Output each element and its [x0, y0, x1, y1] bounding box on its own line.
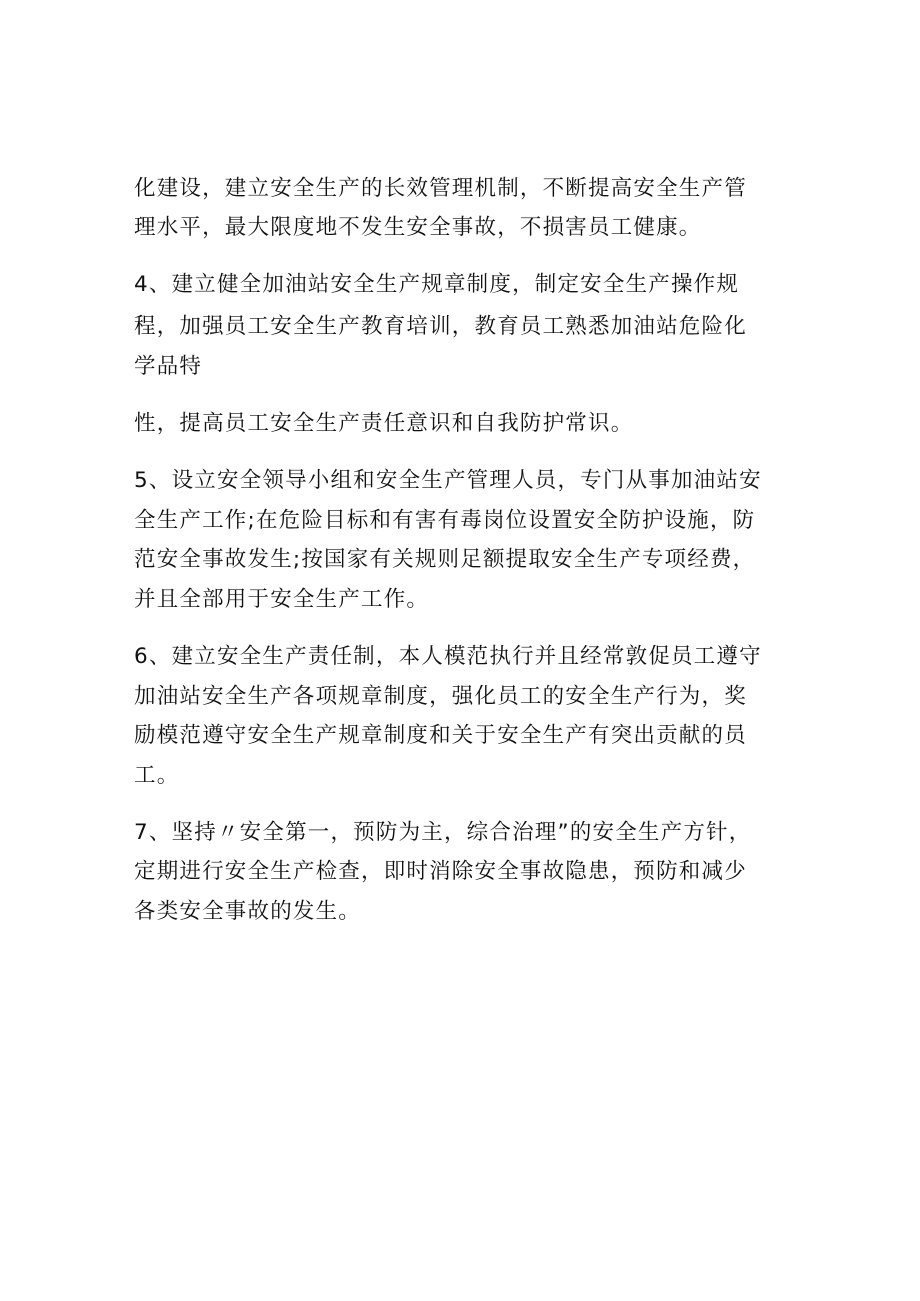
text-line: 全生产工作;在危险目标和有害有毒岗位设置安全防护设施，防	[134, 508, 756, 533]
text-line: 范安全事故发生;按国家有关规则足额提取安全生产专项经费，	[134, 547, 756, 572]
text-line: 程，加强员工安全生产教育培训，教育员工熟悉加油站危险化	[134, 314, 747, 339]
text-line: 励模范遵守安全生产规章制度和关于安全生产有突出贡献的员	[134, 723, 747, 748]
text-line: 加油站安全生产各项规章制度，强化员工的安全生产行为，奖	[134, 684, 747, 709]
text-line: 定期进行安全生产检查，即时消除安全事故隐患，预防和减少	[134, 859, 747, 884]
text-line: 7、坚持〃安全第一，预防为主，综合治理”的安全生产方针，	[134, 820, 752, 845]
text-line: 化建设，建立安全生产的长效管理机制，不断提高安全生产管	[134, 176, 747, 201]
text-line: 5、设立安全领导小组和安全生产管理人员，专门从事加油站安	[134, 468, 762, 493]
text-line: 4、建立健全加油站安全生产规章制度，制定安全生产操作规	[134, 272, 740, 297]
text-line: 并且全部用于安全生产工作。	[134, 587, 430, 612]
text-line: 6、建立安全生产责任制，本人模范执行并且经常敦促员工遵守	[134, 644, 762, 669]
text-line: 理水平，最大限度地不发生安全事故，不损害员工健康。	[134, 215, 702, 240]
text-line: 性，提高员工安全生产责任意识和自我防护常识。	[134, 411, 634, 436]
text-line: 工。	[134, 763, 180, 788]
text-line: 各类安全事故的发生。	[134, 899, 362, 924]
text-line: 学品特	[134, 354, 203, 379]
